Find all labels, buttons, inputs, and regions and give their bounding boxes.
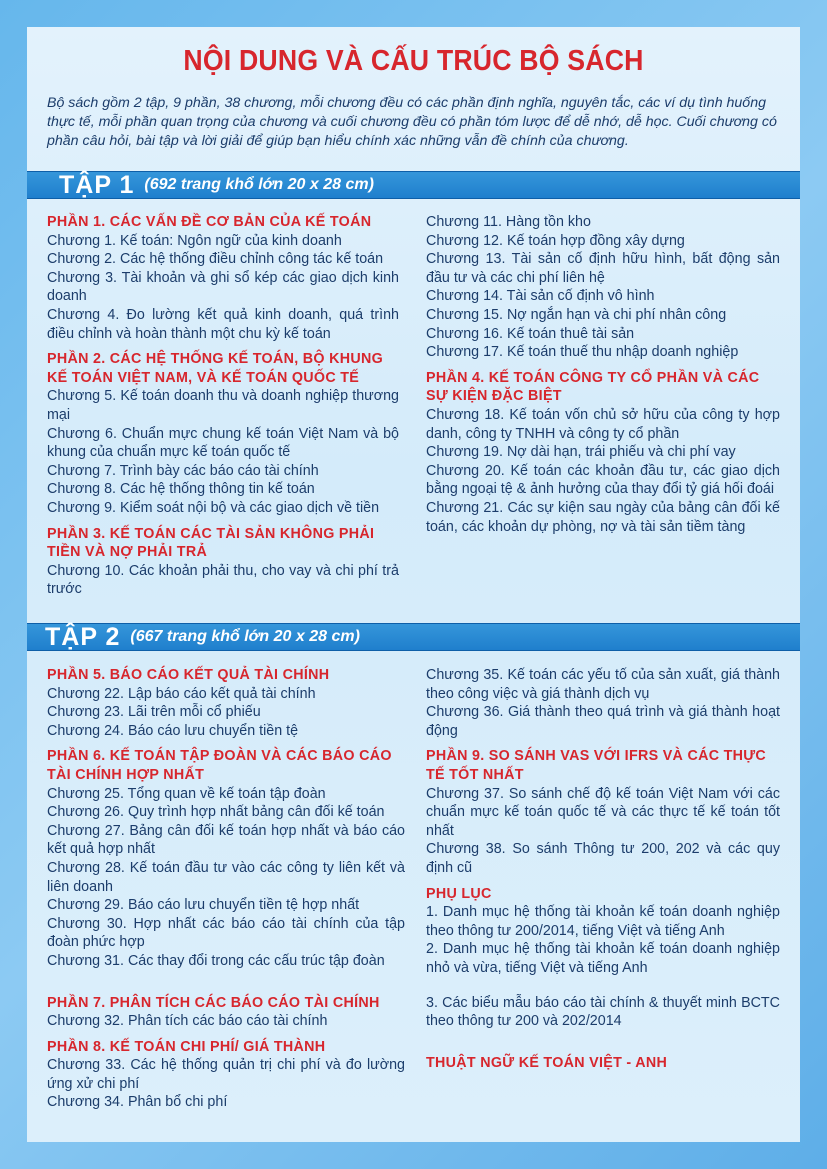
chapter-item: Chương 30. Hợp nhất các báo cáo tài chính của tập đoàn phức hợp — [47, 915, 405, 951]
chapter-item: Chương 22. Lập báo cáo kết quả tài chính — [47, 685, 316, 702]
chapter-item: Chương 12. Kế toán hợp đồng xây dựng — [426, 232, 685, 249]
chapter-item: Chương 11. Hàng tồn kho — [426, 214, 591, 230]
section-heading: PHẦN 2. CÁC HỆ THỐNG KẾ TOÁN, BỘ KHUNG KẾ TOÁN VIỆT NAM, VÀ KẾ TOÁN QUỐC TẾ — [47, 351, 384, 386]
chapter-item: Chương 26. Quy trình hợp nhất bảng cân đối kế toán — [47, 804, 385, 821]
chapter-item: Chương 31. Các thay đổi trong các cấu trúc tập đoàn — [47, 952, 385, 969]
volume-1-left-column — [47, 213, 399, 599]
volume-1-label: TẬP 1 — [59, 170, 135, 199]
chapter-item: 1. Danh mục hệ thống tài khoản kế toán doanh nghiệp theo thông tư 200/2014, tiếng Việt và tiếng Anh — [426, 904, 780, 939]
chapter-item: Chương 13. Tài sản cố định hữu hình, bất động sản đầu tư và các chi phí liên hệ — [426, 251, 780, 286]
page-title: NỘI DUNG VÀ CẤU TRÚC BỘ SÁCH — [183, 45, 644, 77]
section-heading: PHẦN 8. KẾ TOÁN CHI PHÍ/ GIÁ THÀNH — [47, 1038, 326, 1055]
chapter-item: Chương 9. Kiểm soát nội bộ và các giao dịch về tiền — [47, 499, 380, 516]
section-heading: THUẬT NGỮ KẾ TOÁN VIỆT - ANH — [426, 1054, 668, 1071]
chapter-item: Chương 21. Các sự kiện sau ngày của bảng cân đối kế toán, các khoản dự phòng, nợ và tài sản tiềm tàng — [426, 499, 780, 535]
intro-paragraph: Bộ sách gồm 2 tập, 9 phần, 38 chương, mỗi chương đều có các phần định nghĩa, nguyên tắc, các ví dụ tình huống thực tế, mỗi phần quan trọng của chương và cuối chương đều có phần tóm lược để dễ nhớ, dễ học. Cuối chương có phần câu hỏi, bài tập và lời giải để giúp bạn hiểu chính xác những vẫn đề chính của chương. — [47, 95, 777, 149]
chapter-item: Chương 37. So sánh chế độ kế toán Việt Nam với các chuẩn mực kế toán quốc tế và các thực tế kế toán tốt nhất — [426, 785, 780, 839]
chapter-item: Chương 14. Tài sản cố định vô hình — [426, 288, 655, 305]
chapter-item: Chương 20. Kế toán các khoản đầu tư, các giao dịch bằng ngoại tệ & ảnh hưởng của thay đổi tỷ giá hối đoái — [426, 462, 780, 498]
section-heading: PHẦN 5. BÁO CÁO KẾT QUẢ TÀI CHÍNH — [47, 667, 330, 683]
chapter-item: Chương 16. Kế toán thuê tài sản — [426, 325, 635, 342]
spacer — [47, 971, 405, 987]
chapter-item: Chương 29. Báo cáo lưu chuyển tiền tệ hợp nhất — [47, 897, 360, 914]
chapter-item: Chương 1. Kế toán: Ngôn ngữ của kinh doanh — [47, 232, 342, 249]
chapter-item: Chương 32. Phân tích các báo cáo tài chính — [47, 1013, 328, 1030]
chapter-item: Chương 8. Các hệ thống thông tin kế toán — [47, 481, 315, 498]
volume-2-right-column — [426, 666, 780, 1072]
chapter-item: Chương 5. Kế toán doanh thu và doanh nghiệp thương mại — [47, 388, 399, 423]
section-heading: PHẦN 6. KẾ TOÁN TẬP ĐOÀN VÀ CÁC BÁO CÁO TÀI CHÍNH HỢP NHẤT — [47, 748, 392, 783]
chapter-item: Chương 2. Các hệ thống điều chỉnh công tác kế toán — [47, 251, 384, 268]
chapter-item: Chương 10. Các khoản phải thu, cho vay và chi phí trả trước — [47, 562, 399, 598]
chapter-item: 2. Danh mục hệ thống tài khoản kế toán doanh nghiệp nhỏ và vừa, tiếng Việt và tiếng Anh — [426, 941, 780, 976]
spacer — [426, 978, 780, 994]
volume-2-left-column — [47, 666, 405, 1112]
volume-1-subtitle: (692 trang khổ lớn 20 x 28 cm) — [144, 176, 374, 193]
volume-2-subtitle: (667 trang khổ lớn 20 x 28 cm) — [130, 628, 360, 645]
volume-1-band — [27, 171, 800, 199]
section-heading: PHẦN 9. SO SÁNH VAS VỚI IFRS VÀ CÁC THỰC TẾ TỐT NHẤT — [426, 748, 767, 783]
chapter-item: 3. Các biểu mẫu báo cáo tài chính & thuyết minh BCTC theo thông tư 200 và 202/2014 — [426, 994, 780, 1030]
chapter-item: Chương 27. Bảng cân đối kế toán hợp nhất và báo cáo kết quả hợp nhất — [47, 822, 405, 858]
chapter-item: Chương 35. Kế toán các yếu tố của sản xuất, giá thành theo công việc và giá thành dịch vụ — [426, 667, 780, 702]
chapter-item: Chương 34. Phân bổ chi phí — [47, 1094, 228, 1111]
section-heading: PHẦN 4. KẾ TOÁN CÔNG TY CỔ PHẦN VÀ CÁC SỰ KIỆN ĐẶC BIỆT — [426, 369, 760, 405]
chapter-item: Chương 4. Đo lường kết quả kinh doanh, quá trình điều chỉnh và hoàn thành một chu kỳ kế toán — [47, 306, 399, 342]
section-heading: PHẦN 1. CÁC VẤN ĐỀ CƠ BẢN CỦA KẾ TOÁN — [47, 214, 372, 230]
chapter-item: Chương 23. Lãi trên mỗi cổ phiếu — [47, 704, 261, 721]
section-heading: PHẦN 7. PHÂN TÍCH CÁC BÁO CÁO TÀI CHÍNH — [47, 994, 380, 1011]
chapter-item: Chương 19. Nợ dài hạn, trái phiếu và chi phí vay — [426, 444, 736, 461]
chapter-item: Chương 28. Kế toán đầu tư vào các công ty liên kết và liên doanh — [47, 859, 405, 895]
chapter-item: Chương 6. Chuẩn mực chung kế toán Việt Nam và bộ khung của chuẩn mực kế toán quốc tế — [47, 425, 399, 461]
spacer — [426, 1031, 780, 1047]
chapter-item: Chương 15. Nợ ngắn hạn và chi phí nhân công — [426, 306, 727, 323]
section-heading: PHỤ LỤC — [426, 885, 492, 902]
section-heading: PHẦN 3. KẾ TOÁN CÁC TÀI SẢN KHÔNG PHẢI TIỀN VÀ NỢ PHẢI TRẢ — [47, 525, 375, 561]
chapter-item: Chương 18. Kế toán vốn chủ sở hữu của công ty hợp danh, công ty TNHH và công ty cổ phần — [426, 406, 780, 442]
chapter-item: Chương 25. Tổng quan về kế toán tập đoàn — [47, 785, 326, 802]
volume-2-band — [27, 623, 800, 651]
chapter-item: Chương 24. Báo cáo lưu chuyển tiền tệ — [47, 722, 299, 739]
volume-1-right-column — [426, 213, 780, 536]
chapter-item: Chương 17. Kế toán thuế thu nhập doanh nghiệp — [426, 344, 739, 361]
chapter-item: Chương 33. Các hệ thống quản trị chi phí và đo lường ứng xử chi phí — [47, 1057, 405, 1092]
chapter-item: Chương 38. So sánh Thông tư 200, 202 và các quy định cũ — [426, 841, 780, 876]
volume-2-label: TẬP 2 — [45, 622, 121, 651]
chapter-item: Chương 3. Tài khoản và ghi sổ kép các giao dịch kinh doanh — [47, 269, 399, 305]
chapter-item: Chương 36. Giá thành theo quá trình và giá thành hoạt động — [426, 704, 780, 739]
chapter-item: Chương 7. Trình bày các báo cáo tài chính — [47, 462, 319, 479]
